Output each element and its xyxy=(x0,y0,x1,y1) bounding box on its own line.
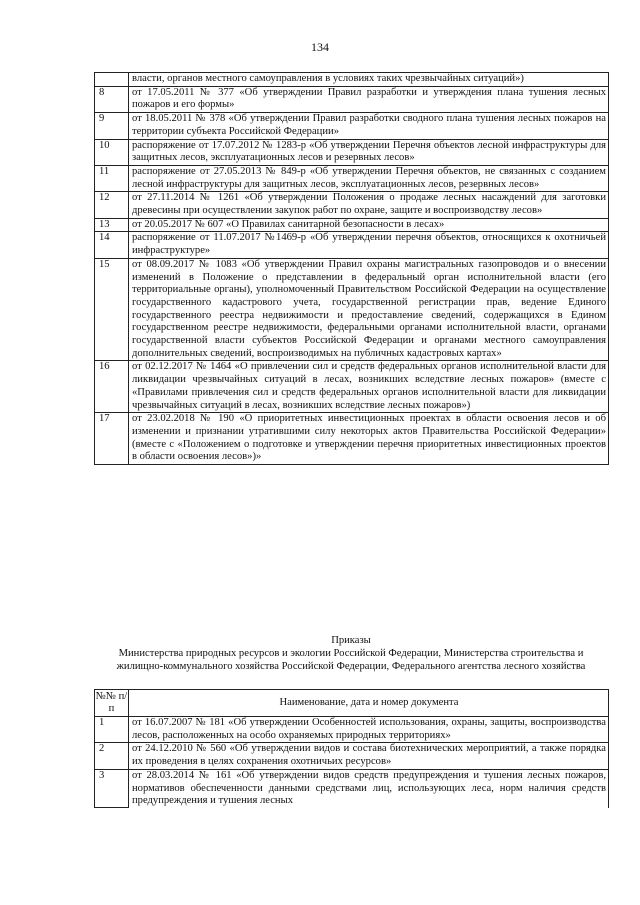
regulations-table-orders xyxy=(94,689,609,808)
row-number: 14 xyxy=(95,232,129,258)
table-row xyxy=(95,743,609,769)
table-row xyxy=(95,192,609,218)
row-number: 13 xyxy=(95,218,129,232)
row-number: 17 xyxy=(95,413,129,465)
document-title: от 18.05.2011 № 378 «Об утверждении Правил разработки сводного плана тушения лесных пожаров на территории субъекта Российской Федерации» xyxy=(129,113,609,139)
table-row xyxy=(95,413,609,465)
regulations-table-government xyxy=(94,72,609,465)
document-title: от 24.12.2010 № 560 «Об утверждении видов и состава биотехнических мероприятий, а также порядка их проведения в целях сохранения охотничьих ресурсов» xyxy=(129,743,609,769)
row-number: 8 xyxy=(95,86,129,112)
row-number: 12 xyxy=(95,192,129,218)
row-number: 15 xyxy=(95,258,129,361)
column-header-name: Наименование, дата и номер документа xyxy=(129,690,609,717)
table-row xyxy=(95,139,609,165)
document-title: от 28.03.2014 № 161 «Об утверждении видов средств предупреждения и тушения лесных пожаров, нормативов обеспеченности данными средствами лиц, использующих леса, норм наличия средств предупреждения и тушения лесных xyxy=(129,769,609,808)
row-number: 1 xyxy=(95,717,129,743)
table-row xyxy=(95,165,609,191)
document-title: от 20.05.2017 № 607 «О Правилах санитарной безопасности в лесах» xyxy=(129,218,609,232)
table-row xyxy=(95,769,609,808)
row-number: 2 xyxy=(95,743,129,769)
row-number xyxy=(95,73,129,87)
document-title: распоряжение от 17.07.2012 № 1283-р «Об утверждении Перечня объектов лесной инфраструктуры для защитных лесов, эксплуатационных лесов и резервных лесов» xyxy=(129,139,609,165)
document-title: от 23.02.2018 № 190 «О приоритетных инвестиционных проектах в области освоения лесов и об изменении и признании утратившими силу некоторых актов Правительства Российской Федерации» (вместе с «Положением о подготовке и утверждении перечня приоритетных инвестиционных проектов в области освоения лесов»)» xyxy=(129,413,609,465)
column-header-number: №№ п/п xyxy=(95,690,129,717)
row-number: 11 xyxy=(95,165,129,191)
table-row xyxy=(95,232,609,258)
table-header-row xyxy=(95,690,609,717)
row-number: 16 xyxy=(95,361,129,413)
table-row xyxy=(95,218,609,232)
document-title: власти, органов местного самоуправления в условиях таких чрезвычайных ситуаций») xyxy=(129,73,609,87)
table-row xyxy=(95,73,609,87)
document-title: от 16.07.2007 № 181 «Об утверждении Особенностей использования, охраны, защиты, воспроизводства лесов, расположенных на особо охраняемых природных территориях» xyxy=(129,717,609,743)
document-title: распоряжение от 27.05.2013 № 849-р «Об утверждении Перечня объектов, не связанных с созданием лесной инфраструктуры для защитных лесов, эксплуатационных лесов, резервных лесов» xyxy=(129,165,609,191)
table-row xyxy=(95,86,609,112)
document-title: распоряжение от 11.07.2017 №1469-р «Об утверждении перечня объектов, относящихся к охотничьей инфраструктуре» xyxy=(129,232,609,258)
row-number: 3 xyxy=(95,769,129,808)
document-title: от 27.11.2014 № 1261 «Об утверждении Положения о продаже лесных насаждений для заготовки древесины при осуществлении закупок работ по охране, защите и воспроизводству лесов» xyxy=(129,192,609,218)
orders-section-heading xyxy=(94,634,608,673)
table-row xyxy=(95,258,609,361)
page-number: 134 xyxy=(311,40,329,54)
section-title: Приказы xyxy=(331,635,371,646)
row-number: 9 xyxy=(95,113,129,139)
document-title: от 17.05.2011 № 377 «Об утверждении Правил разработки и утверждения плана тушения лесных пожаров и его формы» xyxy=(129,86,609,112)
section-subtitle: Министерства природных ресурсов и экологии Российской Федерации, Министерства строительства и жилищно-коммунального хозяйства Российской Федерации, Федерального агентства лесного хозяйства xyxy=(116,648,586,672)
table-row xyxy=(95,717,609,743)
table-row xyxy=(95,113,609,139)
table-row xyxy=(95,361,609,413)
document-title: от 02.12.2017 № 1464 «О привлечении сил и средств федеральных органов исполнительной власти для ликвидации чрезвычайных ситуаций в лесах, возникших вследствие лесных пожаров» (вместе с «Правилами привлечения сил и средств федеральных органов исполнительной власти для ликвидации чрезвычайных ситуаций в лесах, возникших вследствие лесных пожаров») xyxy=(129,361,609,413)
row-number: 10 xyxy=(95,139,129,165)
document-title: от 08.09.2017 № 1083 «Об утверждении Правил охраны магистральных газопроводов и о внесении изменений в Положение о представлении в федеральный орган исполнительной власти (его территориальные органы), уполномоченный Правительством Российской Федерации на осуществление государственного кадастрового учета, государственной регистрации прав, ведение Единого государственного реестра недвижимости и предоставление сведений, содержащихся в Едином государственном реестре недвижимости, федеральными органами исполнительной власти, органами государственной власти субъектов Российской Федерации и органами местного самоуправления дополнительных сведений, воспроизводимых на публичных кадастровых картах» xyxy=(129,258,609,361)
